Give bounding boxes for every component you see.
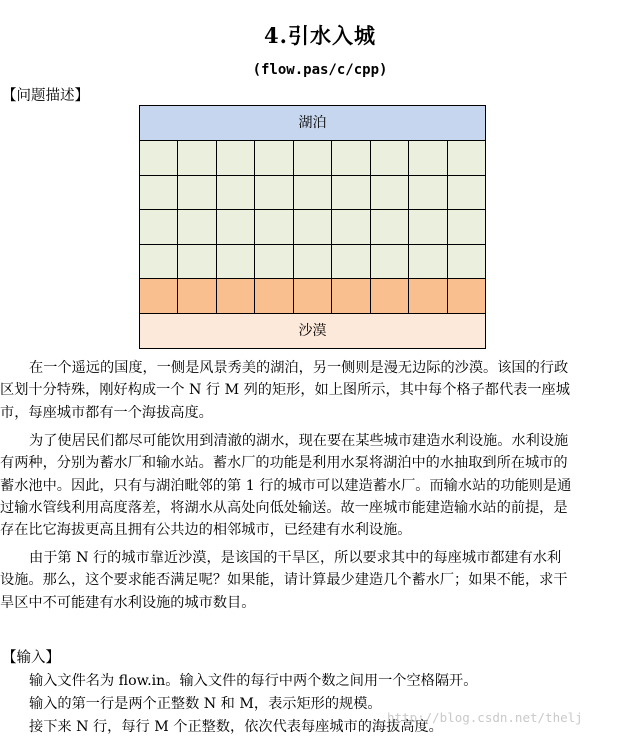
input-line-3: 接下来 N 行，每行 M 个正整数，依次代表每座城市的海拔高度。 — [29, 719, 443, 735]
city-cell — [332, 141, 370, 176]
text-line: 过输水管线利用高度落差，将湖水从高处向低处输送。故一座城市能建造输水站的前提，是 — [0, 499, 568, 516]
city-cell — [371, 279, 409, 314]
text-line: 蓄水池中。因此，只有与湖泊毗邻的第 1 行的城市可以建造蓄水厂。而输水站的功能则是通 — [0, 477, 572, 494]
city-cell — [371, 210, 409, 245]
city-cell — [371, 245, 409, 280]
input-line-1: 输入文件名为 flow.in。输入文件的每行中两个数之间用一个空格隔开。 — [29, 673, 478, 689]
city-cell — [140, 245, 178, 280]
city-cell — [448, 210, 486, 245]
city-cell — [255, 210, 293, 245]
text-line: 市，每座城市都有一个海拔高度。 — [0, 404, 213, 421]
city-cell — [217, 279, 255, 314]
city-cell — [294, 279, 332, 314]
city-cell — [217, 141, 255, 176]
city-cell — [255, 141, 293, 176]
city-cell — [217, 176, 255, 211]
input-heading: 【输入】 — [2, 650, 60, 666]
city-cell — [178, 176, 216, 211]
city-cell — [178, 245, 216, 280]
city-cell — [409, 141, 447, 176]
city-grid — [139, 140, 486, 314]
city-cell — [294, 210, 332, 245]
text-line: 区划十分特殊，刚好构成一个 N 行 M 列的矩形，如上图所示，其中每个格子都代表一座城 — [0, 382, 570, 399]
paragraph-2 — [0, 430, 636, 541]
problem-description-heading: 【问题描述】 — [2, 88, 89, 104]
city-cell — [217, 210, 255, 245]
desert-band: 沙漠 — [139, 314, 486, 349]
city-cell — [178, 141, 216, 176]
text-line: 有两种，分别为蓄水厂和输水站。蓄水厂的功能是利用水泵将湖泊中的水抽取到所在城市的 — [0, 455, 568, 472]
city-cell — [140, 176, 178, 211]
blog-watermark: http://blog.csdn.net/thelj — [387, 710, 583, 725]
city-cell — [178, 279, 216, 314]
city-cell — [140, 210, 178, 245]
city-cell — [140, 279, 178, 314]
city-cell — [255, 279, 293, 314]
file-names: (flow.pas/c/cpp) — [252, 62, 388, 78]
input-line-2: 输入的第一行是两个正整数 N 和 M，表示矩形的规模。 — [29, 696, 382, 712]
city-cell — [448, 176, 486, 211]
text-line: 在一个遥远的国度，一侧是风景秀美的湖泊，另一侧则是漫无边际的沙漠。该国的行政 — [29, 360, 569, 376]
text-line: 由于第 N 行的城市靠近沙漠，是该国的干旱区，所以要求其中的每座城市都建有水利 — [29, 550, 562, 566]
city-cell — [294, 176, 332, 211]
text-line: 旱区中不可能建有水利设施的城市数目。 — [0, 594, 256, 611]
city-cell — [255, 245, 293, 280]
text-line: 存在比它海拔更高且拥有公共边的相邻城市，已经建有水利设施。 — [0, 522, 412, 539]
paragraph-3 — [0, 547, 636, 614]
paragraph-1 — [0, 357, 636, 424]
text-line: 为了使居民们都尽可能饮用到清澈的湖水，现在要在某些城市建造水利设施。水利设施 — [29, 433, 569, 449]
city-cell — [332, 210, 370, 245]
city-cell — [294, 245, 332, 280]
city-cell — [217, 245, 255, 280]
city-cell — [371, 176, 409, 211]
problem-title: 4.引水入城 — [264, 23, 376, 48]
city-cell — [294, 141, 332, 176]
city-cell — [178, 210, 216, 245]
city-cell — [332, 279, 370, 314]
city-cell — [409, 176, 447, 211]
city-cell — [409, 245, 447, 280]
city-cell — [448, 141, 486, 176]
city-cell — [409, 279, 447, 314]
city-cell — [140, 141, 178, 176]
lake-band: 湖泊 — [139, 105, 486, 140]
text-line: 设施。那么，这个要求能否满足呢？如果能，请计算最少建造几个蓄水厂；如果不能，求干 — [0, 572, 568, 589]
city-cell — [409, 210, 447, 245]
city-cell — [332, 176, 370, 211]
city-cell — [255, 176, 293, 211]
map-diagram — [139, 105, 486, 349]
city-cell — [448, 279, 486, 314]
city-cell — [448, 245, 486, 280]
city-cell — [371, 141, 409, 176]
city-cell — [332, 245, 370, 280]
